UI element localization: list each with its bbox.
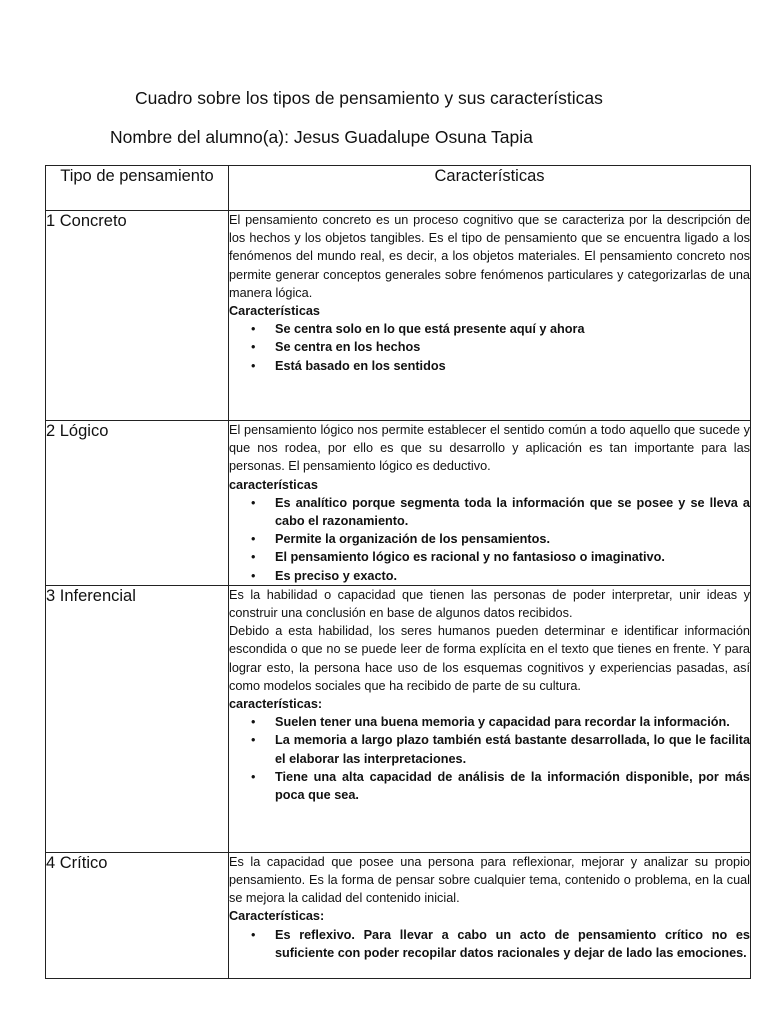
list-item: • Permite la organización de los pensamientos. — [229, 530, 750, 548]
description-paragraph: El pensamiento lógico nos permite establecer el sentido común a todo aquello que sucede y que nos rodea, por ello es que su desarrollo y aplicación es tan importante para las personas. El pensamiento lógico es deductivo. — [229, 423, 750, 474]
characteristics-list — [229, 494, 750, 585]
list-item: • Es preciso y exacto. — [229, 567, 750, 585]
thinking-types-table — [45, 165, 751, 979]
row-type-name: 2 Lógico — [46, 421, 229, 586]
student-name-line: Nombre del alumno(a): Jesus Guadalupe Osuna Tapia — [110, 127, 533, 147]
table-header-row — [46, 166, 751, 211]
list-item: • Está basado en los sentidos — [229, 357, 750, 375]
row-description — [229, 585, 751, 852]
characteristics-list — [229, 320, 750, 375]
characteristics-label: características — [229, 477, 318, 492]
row-type-name: 3 Inferencial — [46, 585, 229, 852]
list-item: • Se centra en los hechos — [229, 338, 750, 356]
list-item: • Es analítico porque segmenta toda la información que se posee y se lleva a cabo el razonamiento. — [229, 494, 750, 530]
document-title: Cuadro sobre los tipos de pensamiento y sus características — [135, 88, 603, 108]
table-row — [46, 585, 751, 852]
description-paragraph: Debido a esta habilidad, los seres humanos pueden determinar e identificar información escondida o que no se puede leer de forma explícita en el texto que tienes en frente. Y para lograr esto, la persona hace uso de los esquemas cognitivos y experiencias pasadas, así como modelos sociales que ha recibido de parte de su cultura. — [229, 624, 750, 693]
table-row — [46, 211, 751, 421]
characteristics-list — [229, 713, 750, 804]
header-tipo-de-pensamiento: Tipo de pensamiento — [46, 166, 229, 211]
list-item: • Suelen tener una buena memoria y capacidad para recordar la información. — [229, 713, 750, 731]
list-item: • Se centra solo en lo que está presente aquí y ahora — [229, 320, 750, 338]
table-row — [46, 852, 751, 978]
characteristics-label: Características: — [229, 909, 325, 924]
header-caracteristicas: Características — [229, 166, 751, 211]
list-item: • Tiene una alta capacidad de análisis de la información disponible, por más poca que sea. — [229, 768, 750, 804]
characteristics-list — [229, 926, 750, 962]
description-paragraph: El pensamiento concreto es un proceso cognitivo que se caracteriza por la descripción de los hechos y los objetos tangibles. Es el tipo de pensamiento que se encuentra ligado a los fenómenos del mundo real, es decir, a los objetos materiales. El pensamiento concreto nos permite generar conceptos generales sobre fenómenos particulares y categorizarlas de una manera lógica. — [229, 213, 750, 300]
list-item: • Es reflexivo. Para llevar a cabo un acto de pensamiento crítico no es suficiente con poder recopilar datos racionales y dejar de lado las emociones. — [229, 926, 750, 962]
row-description — [229, 421, 751, 586]
row-type-name: 4 Crítico — [46, 852, 229, 978]
description-paragraph: Es la habilidad o capacidad que tienen las personas de poder interpretar, unir ideas y construir una conclusión en base de algunos datos recibidos. — [229, 587, 750, 621]
list-item: • La memoria a largo plazo también está bastante desarrollada, lo que le facilita el elaborar las interpretaciones. — [229, 731, 750, 767]
row-type-name: 1 Concreto — [46, 211, 229, 421]
row-description — [229, 852, 751, 978]
table-row — [46, 421, 751, 586]
characteristics-label: características: — [229, 697, 323, 712]
row-description — [229, 211, 751, 421]
characteristics-label: Características — [229, 304, 320, 319]
description-paragraph: Es la capacidad que posee una persona para reflexionar, mejorar y analizar su propio pensamiento. Es la forma de pensar sobre cualquier tema, contenido o problema, en la cual se mejora la calidad del contenido inicial. — [229, 854, 750, 906]
list-item: • El pensamiento lógico es racional y no fantasioso o imaginativo. — [229, 548, 750, 566]
